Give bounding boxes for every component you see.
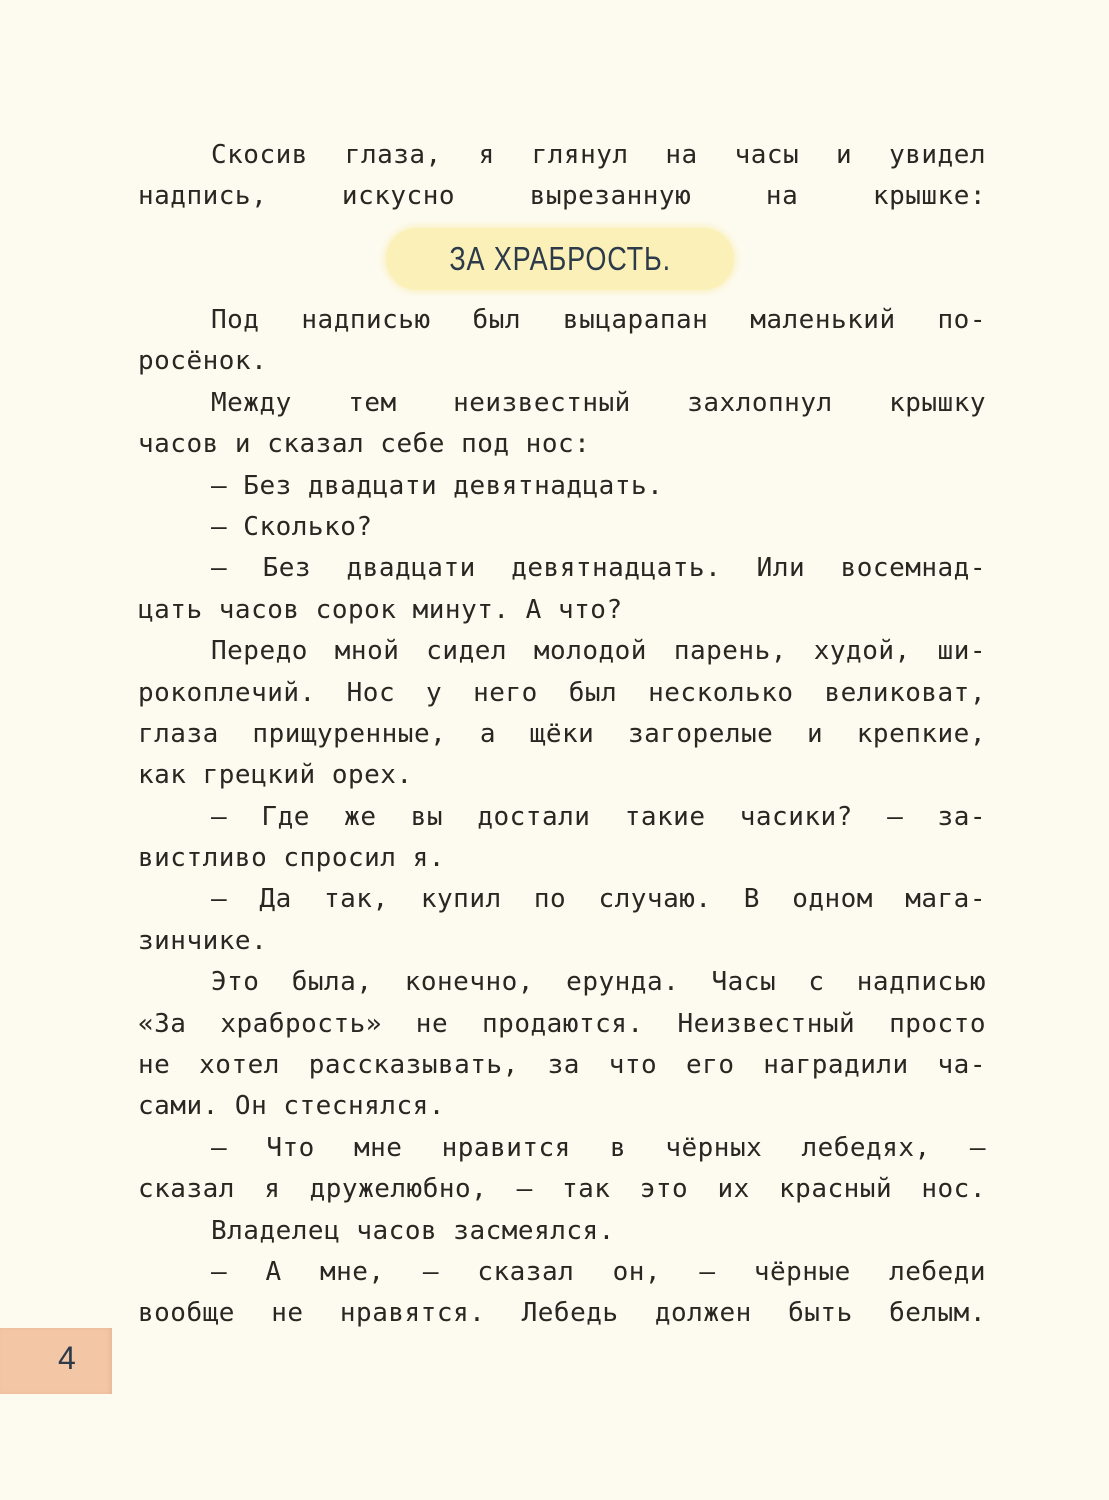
intro-paragraph [138, 135, 986, 218]
text-line: — Что мне нравится в чёрных лебедях, — [211, 1132, 986, 1163]
page-number-tab [0, 1328, 112, 1394]
text-line: росёнок. [138, 346, 268, 377]
page-number: 4 [58, 1340, 76, 1376]
text-line: сами. Он стеснялся. [138, 1091, 445, 1122]
text-line: «За храбрость» не продаются. Неизвестный просто [138, 1008, 986, 1039]
text-line: Под надписью был выцарапан маленький по- [211, 305, 986, 335]
inscription-text: ЗА ХРАБРОСТЬ. [449, 240, 671, 277]
text-line: рокоплечий. Нос у него был несколько великоват, [138, 677, 986, 708]
text-line: Владелец часов засмеялся. [211, 1215, 615, 1246]
text-line: — Без двадцати девятнадцать. [211, 470, 664, 501]
text-line: — Да так, купил по случаю. В одном мага- [211, 884, 986, 915]
text-line: — Где же вы достали такие часики? — за- [211, 801, 986, 832]
inscription-highlight [386, 228, 734, 290]
text-line: сказал я дружелюбно, — так это их красный нос. [138, 1174, 986, 1205]
text-line: Передо мной сидел молодой парень, худой, ши- [211, 636, 986, 667]
text-line: надпись, искусно вырезанную на крышке: [138, 181, 986, 212]
text-line: часов и сказал себе под нос: [138, 429, 591, 460]
text-line: глаза прищуренные, а щёки загорелые и крепкие, [138, 718, 986, 749]
text-line: — А мне, — сказал он, — чёрные лебеди [211, 1256, 986, 1287]
text-line: Между тем неизвестный захлопнул крышку [211, 387, 986, 418]
text-line: Скосив глаза, я глянул на часы и увидел [211, 140, 986, 170]
text-line: вистливо спросил я. [138, 843, 445, 874]
text-line: не хотел рассказывать, за что его наградили ча- [138, 1050, 986, 1081]
main-text [138, 300, 986, 1335]
text-line: Это была, конечно, ерунда. Часы с надписью [211, 967, 986, 998]
text-line: зинчике. [138, 925, 268, 956]
text-line: как грецкий орех. [138, 760, 413, 791]
text-line: цать часов сорок минут. А что? [138, 594, 623, 625]
text-line: — Сколько? [211, 511, 373, 542]
text-line: вообще не нравятся. Лебедь должен быть белым. [138, 1298, 986, 1329]
text-line: — Без двадцати девятнадцать. Или восемнад- [211, 553, 986, 584]
